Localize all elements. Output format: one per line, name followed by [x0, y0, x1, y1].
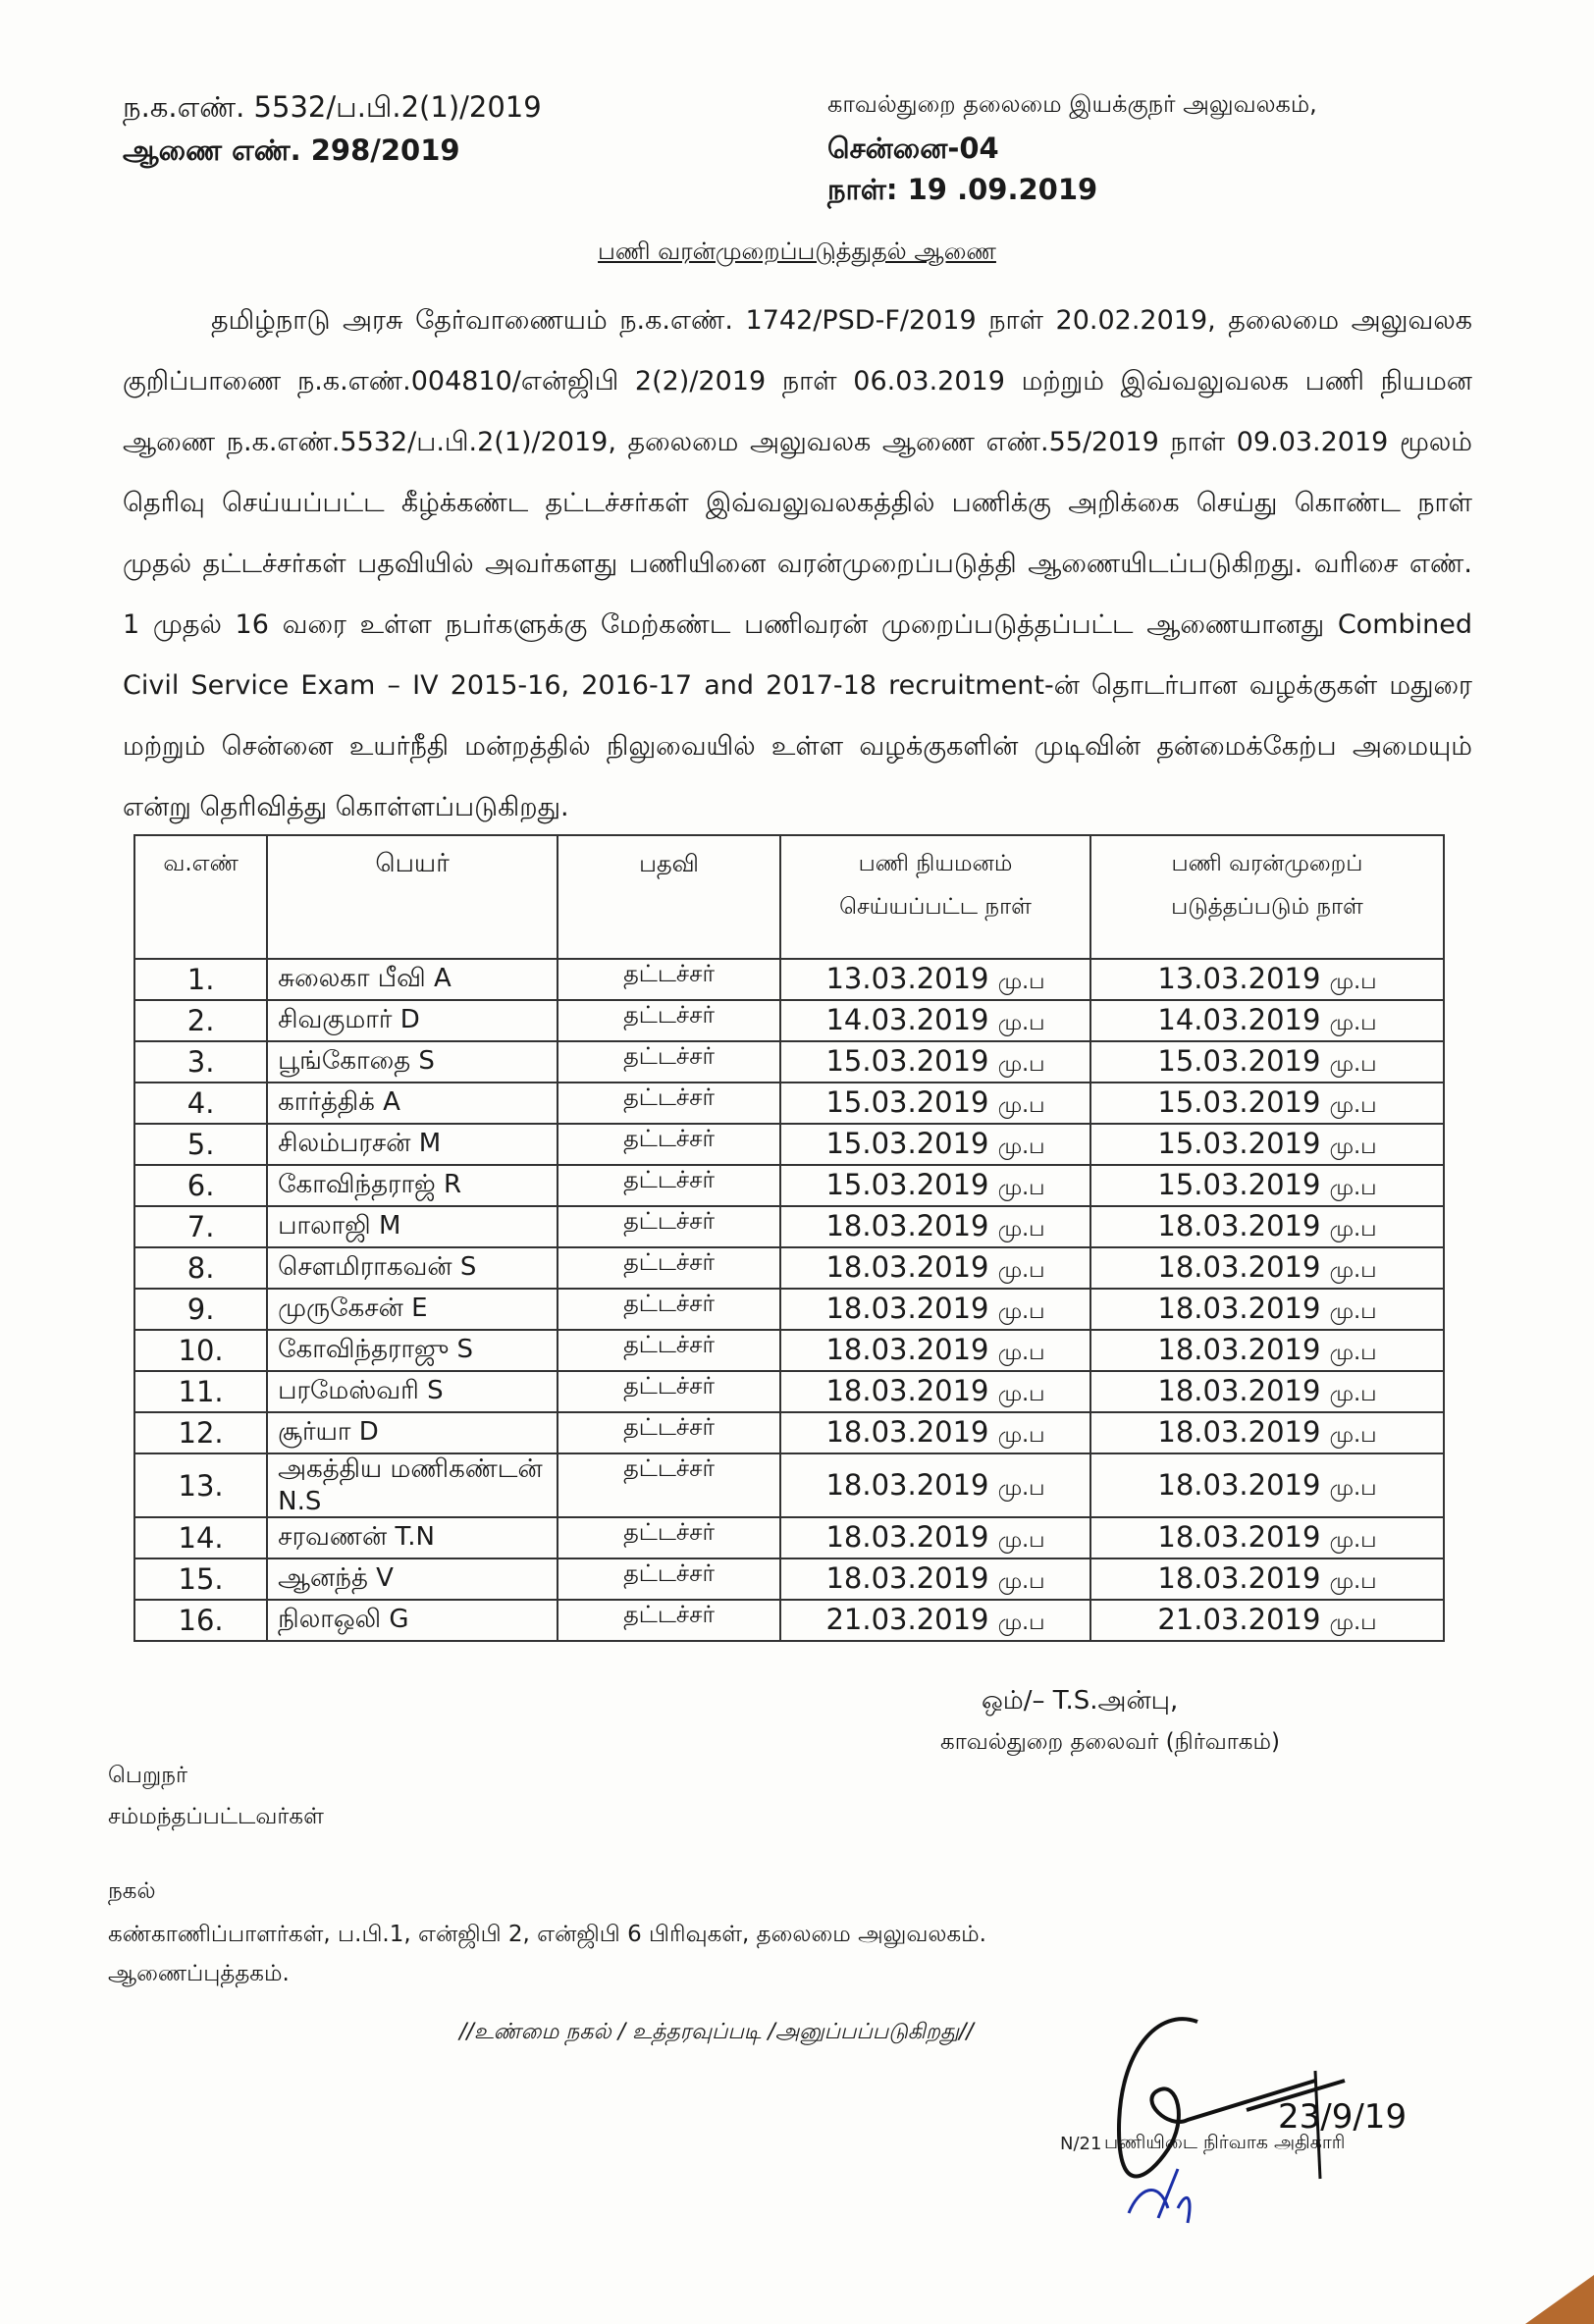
name-cell [267, 1600, 558, 1641]
appointed-date: 18.03.2019 [825, 1333, 989, 1366]
appointed-date-cell [780, 1083, 1090, 1124]
session: மு.ப [1329, 1258, 1377, 1283]
appointed-date-cell [780, 1124, 1090, 1165]
post-cell [558, 1412, 780, 1453]
regularised-date-cell [1090, 1371, 1444, 1412]
employee-name: சிவகுமார் D [278, 1004, 420, 1034]
signature-initial: N/21 [1060, 2134, 1102, 2154]
table-row [134, 1517, 1444, 1558]
post-cell [558, 1453, 780, 1517]
office-name: காவல்துறை தலைமை இயக்குநர் அலுவலகம், [827, 90, 1317, 118]
appointed-date: 15.03.2019 [825, 1044, 989, 1078]
serial-number-cell [134, 1124, 267, 1165]
name-cell [267, 1124, 558, 1165]
appointed-date-cell [780, 1041, 1090, 1083]
header-appointed-date: பணி நியமனம் செய்யப்பட்ட நாள் [780, 835, 1090, 959]
serial-number: 6. [186, 1169, 215, 1202]
post: தட்டச்சர் [623, 1083, 716, 1111]
regularised-date-cell [1090, 959, 1444, 1000]
name-cell [267, 1247, 558, 1289]
session: மு.ப [997, 1258, 1045, 1283]
serial-number: 4. [186, 1086, 215, 1120]
employee-name: பாலாஜி M [278, 1210, 401, 1241]
session: மு.ப [1329, 1093, 1377, 1118]
serial-number: 7. [186, 1210, 215, 1243]
post-cell [558, 959, 780, 1000]
table-row [134, 1371, 1444, 1412]
regularised-date-cell [1090, 1206, 1444, 1247]
regularised-date: 18.03.2019 [1157, 1374, 1321, 1407]
serial-number-cell [134, 1165, 267, 1206]
employee-name: கோவிந்தராஜு S [278, 1334, 474, 1364]
session: மு.ப [997, 1528, 1045, 1553]
regularised-date-cell [1090, 1000, 1444, 1041]
appointed-date: 21.03.2019 [825, 1603, 989, 1636]
session: மு.ப [1329, 1011, 1377, 1035]
serial-number: 15. [178, 1562, 224, 1596]
serial-number: 11. [178, 1375, 224, 1408]
serial-number: 1. [186, 963, 215, 996]
post: தட்டச்சர் [623, 1413, 716, 1441]
session: மு.ப [1329, 1341, 1377, 1365]
appointed-date-cell [780, 1558, 1090, 1600]
session: மு.ப [997, 1217, 1045, 1241]
appointed-date-cell [780, 1000, 1090, 1041]
handwritten-date: 23/9/19 [1278, 2097, 1408, 2137]
regularised-date-cell [1090, 1165, 1444, 1206]
appointed-date: 18.03.2019 [825, 1520, 989, 1554]
serial-number-cell [134, 1247, 267, 1289]
appointed-date-cell [780, 1247, 1090, 1289]
employee-name: சுலைகா பீவி A [278, 963, 452, 993]
appointed-date: 13.03.2019 [825, 962, 989, 995]
post-cell [558, 1330, 780, 1371]
employee-name: பூங்கோதை S [278, 1045, 435, 1076]
order-number: ஆணை எண். 298/2019 [123, 133, 460, 167]
regularised-date: 18.03.2019 [1157, 1520, 1321, 1554]
regularised-date-cell [1090, 1083, 1444, 1124]
regularisation-table [133, 834, 1445, 1642]
post: தட்டச்சர் [623, 1207, 716, 1235]
session: மு.ப [1329, 1423, 1377, 1448]
appointed-date-cell [780, 1206, 1090, 1247]
session: மு.ப [997, 1382, 1045, 1406]
serial-number-cell [134, 1600, 267, 1641]
name-cell [267, 1041, 558, 1083]
employee-name: கார்த்திக் A [278, 1086, 400, 1117]
employee-name: சூர்யா D [278, 1416, 379, 1447]
serial-number: 16. [178, 1604, 224, 1637]
table-row [134, 1330, 1444, 1371]
session: மு.ப [997, 1052, 1045, 1077]
appointed-date: 14.03.2019 [825, 1003, 989, 1036]
post-cell [558, 1600, 780, 1641]
session: மு.ப [997, 1011, 1045, 1035]
name-cell [267, 1083, 558, 1124]
post: தட்டச்சர் [623, 1454, 716, 1482]
table-row [134, 1600, 1444, 1641]
serial-number: 10. [178, 1334, 224, 1367]
regularised-date-cell [1090, 1124, 1444, 1165]
recipient-label: பெறுநர் [108, 1763, 188, 1788]
table-row [134, 1558, 1444, 1600]
serial-number-cell [134, 1371, 267, 1412]
regularised-date: 13.03.2019 [1157, 962, 1321, 995]
session: மு.ப [997, 1611, 1045, 1635]
document-title: பணி வரன்முறைப்படுத்துதல் ஆணை [598, 238, 996, 265]
copy-label: நகல் [108, 1878, 156, 1904]
employee-name: முருகேசன் E [278, 1293, 428, 1323]
post: தட்டச்சர் [623, 1518, 716, 1546]
regularised-date: 21.03.2019 [1157, 1603, 1321, 1636]
employee-name: ஆனந்த் V [278, 1562, 394, 1593]
post: தட்டச்சர் [623, 960, 716, 987]
serial-number: 3. [186, 1045, 215, 1079]
appointed-date: 18.03.2019 [825, 1292, 989, 1325]
employee-name: பரமேஸ்வரி S [278, 1375, 444, 1405]
post-cell [558, 1000, 780, 1041]
regularised-date-cell [1090, 1041, 1444, 1083]
header-name: பெயர் [267, 835, 558, 959]
copy-line-1: கண்காணிப்பாளர்கள், ப.பி.1, என்ஜிபி 2, என்ஜிபி 6 பிரிவுகள், தலைமை அலுவலகம். [108, 1922, 986, 1947]
session: மு.ப [997, 970, 1045, 994]
serial-number-cell [134, 959, 267, 1000]
post-cell [558, 1165, 780, 1206]
post-cell [558, 1206, 780, 1247]
appointed-date: 18.03.2019 [825, 1467, 989, 1502]
appointed-date: 15.03.2019 [825, 1127, 989, 1160]
session: மு.ப [1329, 1528, 1377, 1553]
serial-number-cell [134, 1206, 267, 1247]
serial-number: 9. [186, 1293, 215, 1326]
table-row [134, 1124, 1444, 1165]
regularised-date: 18.03.2019 [1157, 1333, 1321, 1366]
name-cell [267, 1453, 558, 1517]
name-cell [267, 1330, 558, 1371]
post: தட்டச்சர் [623, 1331, 716, 1358]
regularised-date-cell [1090, 1517, 1444, 1558]
serial-number-cell [134, 1289, 267, 1330]
header-serial: வ.எண் [134, 835, 267, 959]
regularised-date-cell [1090, 1558, 1444, 1600]
serial-number-cell [134, 1412, 267, 1453]
session: மு.ப [997, 1176, 1045, 1200]
employee-name: நிலாஒலி G [278, 1604, 409, 1634]
employee-name: அகத்திய மணிகண்டன் N.S [278, 1454, 543, 1516]
appointed-date: 15.03.2019 [825, 1085, 989, 1119]
serial-number: 14. [178, 1521, 224, 1555]
serial-number-cell [134, 1041, 267, 1083]
table-row [134, 1165, 1444, 1206]
body-paragraph: தமிழ்நாடு அரசு தேர்வாணையம் ந.க.எண். 1742/PSD-F/2019 நாள் 20.02.2019, தலைமை அலுவலக குறிப்பாணை ந.க.எண்.004810/என்ஜிபி 2(2)/2019 நாள் 06.03.2019 மற்றும் இவ்வலுவலக பணி நியமன ஆணை ந.க.எண்.5532/ப.பி.2(1)/2019, தலைமை அலுவலக ஆணை எண்.55/2019 நாள் 09.03.2019 மூலம் தெரிவு செய்யப்பட்ட கீழ்க்கண்ட தட்டச்சர்கள் இவ்வலுவலகத்தில் பணிக்கு அறிக்கை செய்து கொண்ட நாள் முதல் தட்டச்சர்கள் பதவியில் அவர்களது பணியினை வரன்முறைப்படுத்தி ஆணையிடப்படுகிறது. வரிசை எண். 1 முதல் 16 வரை உள்ள நபர்களுக்கு மேற்கண்ட பணிவரன் முறைப்படுத்தப்பட்ட ஆணையானது Combined Civil Service Exam – IV 2015-16, 2016-17 and 2017-18 recruitment-ன் தொடர்பான வழக்குகள் மதுரை மற்றும் சென்னை உயர்நீதி மன்றத்தில் நிலுவையில் உள்ள வழக்குகளின் முடிவின் தன்மைக்கேற்ப அமையும் என்று தெரிவித்து கொள்ளப்படுகிறது. [123, 305, 1472, 822]
post-cell [558, 1124, 780, 1165]
serial-number-cell [134, 1453, 267, 1517]
appointed-date: 15.03.2019 [825, 1168, 989, 1201]
serial-number: 8. [186, 1251, 215, 1285]
post: தட்டச்சர் [623, 1601, 716, 1628]
session: மு.ப [997, 1423, 1045, 1448]
session: மு.ப [1329, 1135, 1377, 1159]
regularised-date: 18.03.2019 [1157, 1561, 1321, 1595]
appointed-date-cell [780, 959, 1090, 1000]
post: தட்டச்சர் [623, 1290, 716, 1317]
name-cell [267, 1165, 558, 1206]
session: மு.ப [997, 1093, 1045, 1118]
recipient-value: சம்மந்தப்பட்டவர்கள் [108, 1804, 324, 1829]
post: தட்டச்சர் [623, 1001, 716, 1029]
table-row [134, 1247, 1444, 1289]
name-cell [267, 959, 558, 1000]
session: மு.ப [997, 1299, 1045, 1324]
appointed-date: 18.03.2019 [825, 1374, 989, 1407]
appointed-date: 18.03.2019 [825, 1209, 989, 1242]
regularised-date: 18.03.2019 [1157, 1292, 1321, 1325]
regularised-date: 15.03.2019 [1157, 1044, 1321, 1078]
certified-copy-note: //உண்மை நகல் / உத்தரவுப்படி /அனுப்பப்படுகிறது// [459, 2020, 974, 2044]
session: மு.ப [997, 1475, 1045, 1501]
serial-number-cell [134, 1083, 267, 1124]
employee-name: கோவிந்தராஜ் R [278, 1169, 462, 1199]
table-header-row [134, 835, 1444, 959]
office-city: சென்னை-04 [827, 132, 999, 165]
session: மு.ப [1329, 1611, 1377, 1635]
session: மு.ப [1329, 1052, 1377, 1077]
table-row [134, 1041, 1444, 1083]
serial-number-cell [134, 1000, 267, 1041]
post: தட்டச்சர் [623, 1248, 716, 1276]
regularised-date: 14.03.2019 [1157, 1003, 1321, 1036]
signatory-designation: காவல்துறை தலைவர் (நிர்வாகம்) [940, 1729, 1280, 1755]
regularised-date: 15.03.2019 [1157, 1085, 1321, 1119]
appointed-date-cell [780, 1412, 1090, 1453]
serial-number-cell [134, 1558, 267, 1600]
employee-name: சரவணன் T.N [278, 1521, 435, 1552]
appointed-date-cell [780, 1371, 1090, 1412]
signatory-name: ஒம்/– T.S.அன்பு, [982, 1686, 1179, 1716]
regularised-date: 15.03.2019 [1157, 1127, 1321, 1160]
post: தட்டச்சர் [623, 1042, 716, 1070]
table-row [134, 1083, 1444, 1124]
appointed-date-cell [780, 1600, 1090, 1641]
name-cell [267, 1517, 558, 1558]
post: தட்டச்சர் [623, 1166, 716, 1193]
regularised-date-cell [1090, 1247, 1444, 1289]
appointed-date-cell [780, 1453, 1090, 1517]
serial-number-cell [134, 1517, 267, 1558]
regularised-date-cell [1090, 1453, 1444, 1517]
name-cell [267, 1558, 558, 1600]
appointed-date: 18.03.2019 [825, 1415, 989, 1449]
session: மு.ப [997, 1135, 1045, 1159]
post-cell [558, 1247, 780, 1289]
serial-number: 2. [186, 1004, 215, 1037]
table-row [134, 1453, 1444, 1517]
appointed-date: 18.03.2019 [825, 1561, 989, 1595]
appointed-date: 18.03.2019 [825, 1250, 989, 1284]
appointed-date-cell [780, 1165, 1090, 1206]
table-row [134, 1289, 1444, 1330]
serial-number-cell [134, 1330, 267, 1371]
session: மு.ப [997, 1341, 1045, 1365]
regularised-date: 15.03.2019 [1157, 1168, 1321, 1201]
regularised-date: 18.03.2019 [1157, 1415, 1321, 1449]
session: மு.ப [1329, 1382, 1377, 1406]
post: தட்டச்சர் [623, 1125, 716, 1152]
table-row [134, 1206, 1444, 1247]
post-cell [558, 1041, 780, 1083]
name-cell [267, 1371, 558, 1412]
appointed-date-cell [780, 1289, 1090, 1330]
attesting-officer: பணியிடை நிர்வாக அதிகாரி [1104, 2132, 1346, 2153]
post-cell [558, 1558, 780, 1600]
employee-name: சௌமிராகவன் S [278, 1251, 477, 1282]
regularised-date-cell [1090, 1600, 1444, 1641]
session: மு.ப [1329, 1176, 1377, 1200]
name-cell [267, 1000, 558, 1041]
regularised-date-cell [1090, 1412, 1444, 1453]
order-date: நாள்: 19 .09.2019 [827, 173, 1098, 206]
page-edge-shadow [1525, 2275, 1594, 2324]
copy-line-2: ஆணைப்புத்தகம். [108, 1961, 290, 1986]
regularised-date: 18.03.2019 [1157, 1209, 1321, 1242]
session: மு.ப [1329, 1569, 1377, 1594]
name-cell [267, 1289, 558, 1330]
name-cell [267, 1206, 558, 1247]
post-cell [558, 1371, 780, 1412]
header-post: பதவி [558, 835, 780, 959]
appointed-date-cell [780, 1330, 1090, 1371]
post: தட்டச்சர் [623, 1372, 716, 1400]
post-cell [558, 1083, 780, 1124]
table-row [134, 1000, 1444, 1041]
header-regularised-date: பணி வரன்முறைப் படுத்தப்படும் நாள் [1090, 835, 1444, 959]
serial-number: 13. [178, 1468, 224, 1503]
post-cell [558, 1289, 780, 1330]
post-cell [558, 1517, 780, 1558]
serial-number: 5. [186, 1128, 215, 1161]
name-cell [267, 1412, 558, 1453]
post: தட்டச்சர் [623, 1559, 716, 1587]
session: மு.ப [1329, 1299, 1377, 1324]
table-row [134, 959, 1444, 1000]
regularised-date-cell [1090, 1289, 1444, 1330]
table-row [134, 1412, 1444, 1453]
session: மு.ப [997, 1569, 1045, 1594]
employee-name: சிலம்பரசன் M [278, 1128, 442, 1158]
session: மு.ப [1329, 1217, 1377, 1241]
session: மு.ப [1329, 970, 1377, 994]
appointed-date-cell [780, 1517, 1090, 1558]
session: மு.ப [1329, 1475, 1377, 1501]
file-number: ந.க.எண். 5532/ப.பி.2(1)/2019 [123, 90, 542, 124]
regularised-date: 18.03.2019 [1157, 1250, 1321, 1284]
serial-number: 12. [178, 1416, 224, 1450]
regularised-date-cell [1090, 1330, 1444, 1371]
regularised-date: 18.03.2019 [1157, 1467, 1321, 1502]
